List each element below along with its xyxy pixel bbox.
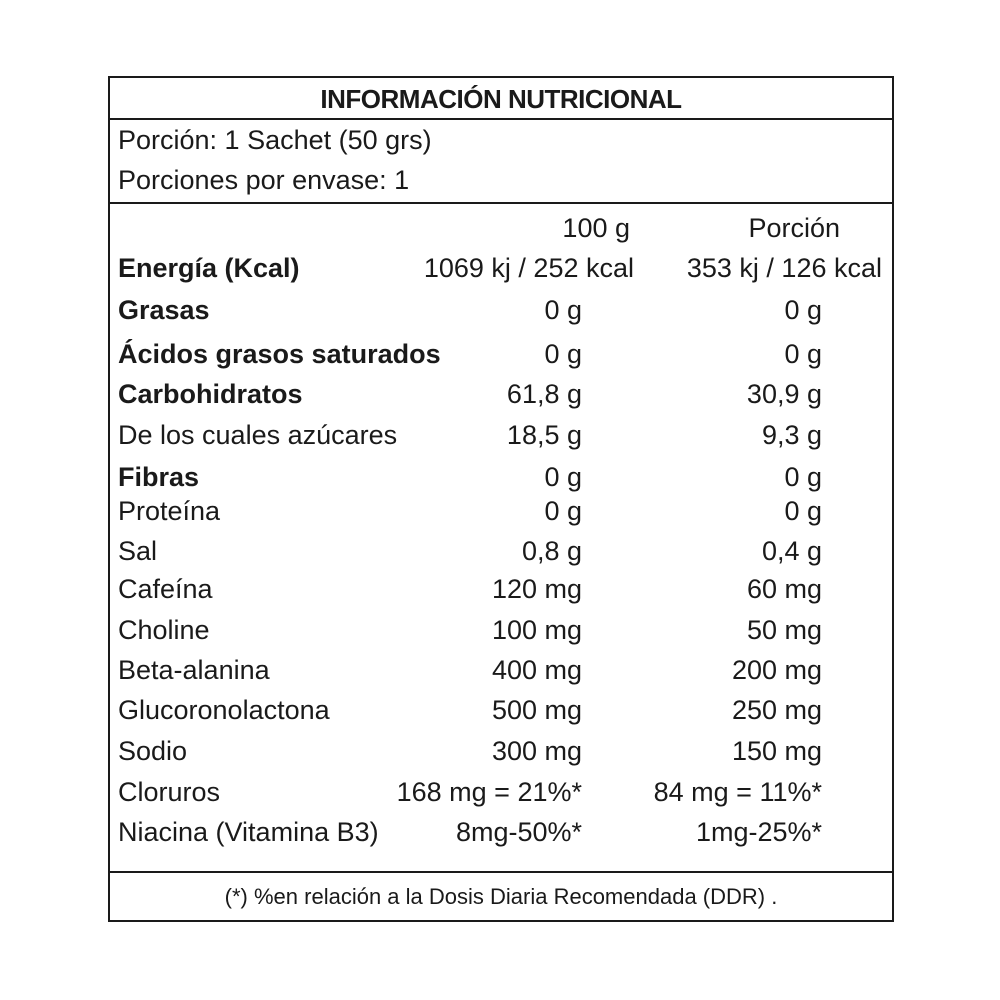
value-per-100g: 400 mg xyxy=(491,655,582,685)
value-per-portion: 50 mg xyxy=(746,615,822,645)
nutrient-name: Ácidos grasos saturados xyxy=(118,339,441,369)
value-per-100g: 18,5 g xyxy=(506,420,582,450)
value-per-portion: 0 g xyxy=(784,496,822,526)
nutrient-name: De los cuales azúcares xyxy=(118,420,398,450)
value-per-portion: 150 mg xyxy=(731,736,822,766)
divider-meta xyxy=(110,202,892,204)
nutrition-facts-label xyxy=(108,76,894,922)
value-per-100g: 120 mg xyxy=(491,574,582,604)
value-per-portion: 353 kj / 126 kcal xyxy=(686,253,882,283)
nutrient-name: Glucoronolactona xyxy=(118,695,330,725)
nutrient-name: Fibras xyxy=(118,462,200,492)
value-per-portion: 60 mg xyxy=(746,574,822,604)
value-per-100g: 1069 kj / 252 kcal xyxy=(423,253,634,283)
nutrient-name: Niacina (Vitamina B3) xyxy=(118,817,379,847)
value-per-100g: 168 mg = 21%* xyxy=(396,777,582,807)
nutrient-name: Cloruros xyxy=(118,777,221,807)
servings-per-container: Porciones por envase: 1 xyxy=(118,165,410,195)
value-per-100g: 8mg-50%* xyxy=(455,817,582,847)
portion-size: Porción: 1 Sachet (50 grs) xyxy=(118,125,432,155)
value-per-portion: 9,3 g xyxy=(761,420,822,450)
nutrient-name: Choline xyxy=(118,615,210,645)
nutrient-name: Energía (Kcal) xyxy=(118,253,300,283)
divider-footnote xyxy=(110,871,892,873)
footnote: (*) %en relación a la Dosis Diaria Recomendada (DDR) . xyxy=(224,884,778,909)
value-per-portion: 0 g xyxy=(784,339,822,369)
value-per-100g: 300 mg xyxy=(491,736,582,766)
value-per-portion: 84 mg = 11%* xyxy=(653,777,822,807)
value-per-100g: 0 g xyxy=(544,496,582,526)
divider-title xyxy=(110,118,892,120)
value-per-100g: 0 g xyxy=(544,339,582,369)
value-per-portion: 30,9 g xyxy=(746,379,822,409)
value-per-portion: 200 mg xyxy=(731,655,822,685)
value-per-portion: 0 g xyxy=(784,295,822,325)
value-per-100g: 0,8 g xyxy=(521,536,582,566)
nutrient-name: Sodio xyxy=(118,736,188,766)
value-per-portion: 0,4 g xyxy=(761,536,822,566)
value-per-portion: 1mg-25%* xyxy=(695,817,822,847)
nutrient-name: Sal xyxy=(118,536,158,566)
column-header-per-portion: Porción xyxy=(748,213,840,243)
label-title: INFORMACIÓN NUTRICIONAL xyxy=(320,84,682,114)
nutrient-name: Grasas xyxy=(118,295,210,325)
nutrient-name: Carbohidratos xyxy=(118,379,303,409)
nutrient-name: Cafeína xyxy=(118,574,213,604)
value-per-100g: 0 g xyxy=(544,295,582,325)
value-per-portion: 0 g xyxy=(784,462,822,492)
value-per-100g: 61,8 g xyxy=(506,379,582,409)
value-per-portion: 250 mg xyxy=(731,695,822,725)
value-per-100g: 100 mg xyxy=(491,615,582,645)
value-per-100g: 500 mg xyxy=(491,695,582,725)
value-per-100g: 0 g xyxy=(544,462,582,492)
nutrient-name: Proteína xyxy=(118,496,221,526)
column-header-per-100g: 100 g xyxy=(562,213,630,243)
nutrient-name: Beta-alanina xyxy=(118,655,270,685)
